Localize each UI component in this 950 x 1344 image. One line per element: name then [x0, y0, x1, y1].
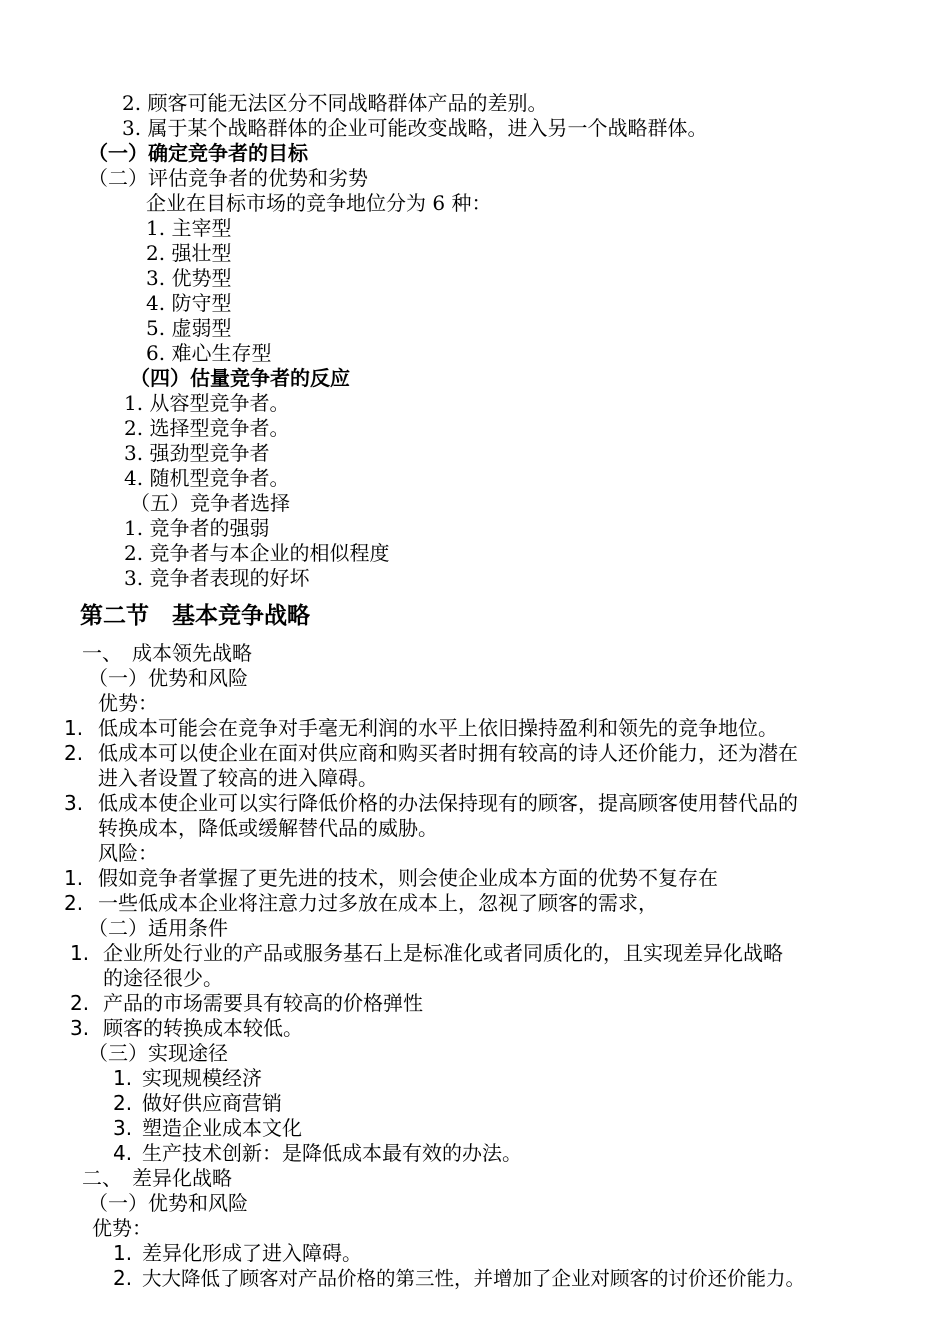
section-heading: （一）确定竞争者的目标	[88, 141, 308, 165]
list-item: 1. 从容型竞争者。	[124, 391, 290, 415]
list-item: 2. 选择型竞争者。	[124, 416, 290, 440]
list-item: 5. 虚弱型	[146, 316, 232, 340]
text-line: 企业在目标市场的竞争地位分为 6 种：	[146, 191, 492, 215]
list-item: 6. 难心生存型	[146, 341, 272, 365]
list-item: 1. 主宰型	[146, 216, 232, 240]
list-item: 3. 竞争者表现的好坏	[124, 566, 310, 590]
list-number: 1.	[64, 866, 84, 890]
list-item-continuation: 转换成本，降低或缓解替代品的威胁。	[98, 816, 438, 840]
section-heading: 一、 成本领先战略	[82, 641, 252, 665]
section-heading: （二）适用条件	[88, 916, 228, 940]
list-item: 低成本可能会在竞争对手毫无利润的水平上依旧操持盈利和领先的竞争地位。	[98, 716, 778, 740]
list-number: 2.	[113, 1266, 133, 1290]
list-item: 3. 强劲型竞争者	[124, 441, 270, 465]
list-item: 3. 优势型	[146, 266, 232, 290]
list-item: 4. 防守型	[146, 291, 232, 315]
section-heading: （三）实现途径	[88, 1041, 228, 1065]
section-heading: 二、 差异化战略	[82, 1166, 232, 1190]
list-item-continuation: 进入者设置了较高的进入障碍。	[98, 766, 378, 790]
list-item: 4. 随机型竞争者。	[124, 466, 290, 490]
list-item: 生产技术创新：是降低成本最有效的办法。	[142, 1141, 522, 1165]
section-heading: （二）评估竞争者的优势和劣势	[88, 166, 368, 190]
list-number: 1.	[113, 1241, 133, 1265]
section-heading: （五）竞争者选择	[130, 491, 290, 515]
chapter-title: 第二节 基本竞争战略	[80, 603, 310, 629]
list-item: 顾客的转换成本较低。	[103, 1016, 303, 1040]
list-item: 做好供应商营销	[142, 1091, 282, 1115]
list-item: 1. 竞争者的强弱	[124, 516, 270, 540]
section-heading: （一）优势和风险	[88, 666, 248, 690]
text-line: 优势：	[92, 1216, 152, 1240]
list-number: 4.	[113, 1141, 133, 1165]
list-number: 2.	[64, 741, 84, 765]
list-item: 低成本可以使企业在面对供应商和购买者时拥有较高的诗人还价能力，还为潜在	[98, 741, 798, 765]
text-line: 优势：	[98, 691, 158, 715]
list-item: 企业所处行业的产品或服务基石上是标准化或者同质化的，且实现差异化战略	[103, 941, 783, 965]
list-number: 1.	[64, 716, 84, 740]
list-item: 一些低成本企业将注意力过多放在成本上，忽视了顾客的需求，	[98, 891, 658, 915]
text-line: 3. 属于某个战略群体的企业可能改变战略，进入另一个战略群体。	[122, 116, 708, 140]
list-item: 假如竞争者掌握了更先进的技术，则会使企业成本方面的优势不复存在	[98, 866, 718, 890]
list-item-continuation: 的途径很少。	[103, 966, 223, 990]
list-item: 2. 强壮型	[146, 241, 232, 265]
list-item: 低成本使企业可以实行降低价格的办法保持现有的顾客，提高顾客使用替代品的	[98, 791, 798, 815]
list-item: 塑造企业成本文化	[142, 1116, 302, 1140]
text-line: 2. 顾客可能无法区分不同战略群体产品的差别。	[122, 91, 548, 115]
section-heading: （一）优势和风险	[88, 1191, 248, 1215]
list-number: 1.	[113, 1066, 133, 1090]
list-number: 3.	[64, 791, 84, 815]
list-number: 3.	[113, 1116, 133, 1140]
text-line: 风险：	[98, 841, 158, 865]
section-heading: （四）估量竞争者的反应	[130, 366, 350, 390]
list-item: 大大降低了顾客对产品价格的第三性，并增加了企业对顾客的讨价还价能力。	[142, 1267, 806, 1290]
list-number: 1.	[70, 941, 90, 965]
list-number: 2.	[113, 1091, 133, 1115]
list-number: 3.	[70, 1016, 90, 1040]
list-number: 2.	[64, 891, 84, 915]
list-item: 产品的市场需要具有较高的价格弹性	[103, 991, 423, 1015]
list-item: 实现规模经济	[142, 1066, 262, 1090]
list-number: 2.	[70, 991, 90, 1015]
list-item: 差异化形成了进入障碍。	[142, 1241, 362, 1265]
list-item: 2. 竞争者与本企业的相似程度	[124, 541, 390, 565]
